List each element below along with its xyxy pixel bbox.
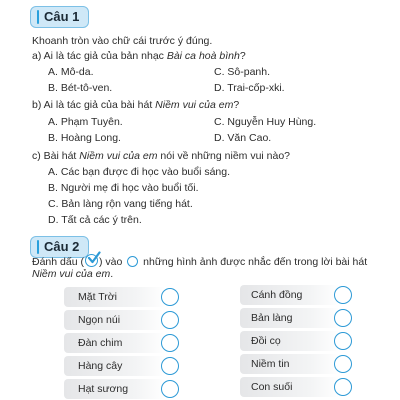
q2-left-checkbox-5[interactable] [161, 380, 179, 398]
q1b-option-c[interactable]: C. Nguyễn Huy Hùng. [214, 116, 317, 128]
q2-instruction-line2: Niềm vui của em. [32, 268, 114, 280]
question-1-badge: Câu 1 [30, 6, 89, 28]
q1c-stem: c) Bài hát Niềm vui của em nói về những niềm vui nào? [32, 150, 291, 162]
q2-left-label-1: Mặt Trời [78, 291, 117, 303]
q2-right-label-3: Đồi cọ [251, 335, 281, 347]
q2-right-label-1: Cánh đồng [251, 289, 303, 301]
q1a-option-c[interactable]: C. Sô-panh. [214, 66, 271, 78]
q2-right-checkbox-1[interactable] [334, 286, 352, 304]
q1c-option-d[interactable]: D. Tất cả các ý trên. [48, 214, 142, 226]
question-2-badge: Câu 2 [30, 236, 89, 258]
q2-right-label-2: Bản làng [251, 312, 293, 324]
q2-right-checkbox-4[interactable] [334, 355, 352, 373]
q2-left-label-2: Ngọn núi [78, 314, 121, 326]
q1-instruction: Khoanh tròn vào chữ cái trước ý đúng. [32, 35, 213, 47]
q2-right-label-4: Niềm tin [251, 358, 290, 370]
q1c-option-b[interactable]: B. Người mẹ đi học vào buổi tối. [48, 182, 199, 194]
q2-right-label-5: Con suối [251, 381, 293, 393]
q2-left-checkbox-2[interactable] [161, 311, 179, 329]
q2-left-label-4: Hàng cây [78, 360, 123, 372]
q2-left-label-5: Hạt sương [78, 383, 129, 395]
q1a-option-b[interactable]: B. Bét-tô-ven. [48, 82, 113, 94]
q1b-stem: b) Ai là tác giả của bài hát Niềm vui của em? [32, 99, 240, 111]
q2-right-checkbox-2[interactable] [334, 309, 352, 327]
q2-left-checkbox-4[interactable] [161, 357, 179, 375]
q2-right-checkbox-5[interactable] [334, 378, 352, 396]
q1c-option-a[interactable]: A. Các bạn được đi học vào buổi sáng. [48, 166, 231, 178]
q2-left-label-3: Đàn chim [78, 337, 123, 349]
checkmark-icon [85, 254, 98, 267]
q1a-stem: a) Ai là tác giả của bản nhạc Bài ca hoà bình? [32, 50, 246, 62]
q1b-option-a[interactable]: A. Phạm Tuyên. [48, 116, 123, 128]
q1b-option-d[interactable]: D. Văn Cao. [214, 132, 272, 144]
q1b-option-b[interactable]: B. Hoàng Long. [48, 132, 121, 144]
q2-left-checkbox-3[interactable] [161, 334, 179, 352]
q2-right-checkbox-3[interactable] [334, 332, 352, 350]
q1a-option-a[interactable]: A. Mô-da. [48, 66, 94, 78]
q2-instruction-line1: Đánh dấu ( ) vào những hình ảnh được nhắc đến trong lời bài hát [32, 254, 367, 269]
circle-outline-icon [127, 256, 138, 267]
q1a-option-d[interactable]: D. Trai-cốp-xki. [214, 82, 285, 94]
q2-left-checkbox-1[interactable] [161, 288, 179, 306]
q1c-option-c[interactable]: C. Bản làng rộn vang tiếng hát. [48, 198, 193, 210]
